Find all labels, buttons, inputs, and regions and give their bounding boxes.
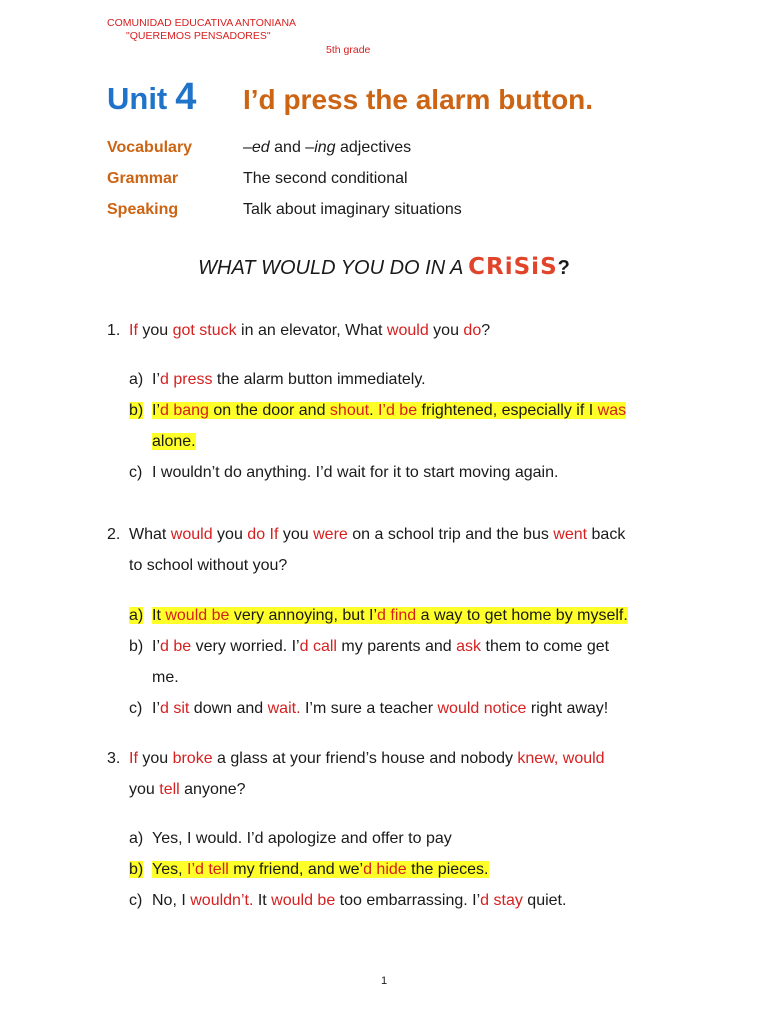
highlighted-verb: d sit (160, 700, 190, 717)
text-run: ing (314, 139, 336, 156)
heading-crisis-word: CRiSiS (468, 254, 558, 280)
text-run: you (278, 526, 314, 543)
option-label (129, 637, 143, 657)
text-run: very annoying, but I’ (229, 607, 378, 624)
highlighted-verb: wouldn’t. (190, 892, 254, 909)
option-letter: a) (129, 371, 144, 388)
text-run: I’ (152, 371, 160, 388)
answer-option-line (152, 463, 558, 483)
text-run: on a school trip and the bus (347, 526, 554, 543)
answer-text (152, 861, 489, 878)
highlighted-verb: d bang (160, 402, 209, 419)
highlighted-verb: If (129, 750, 138, 767)
highlighted-answer-line (152, 432, 196, 452)
question-number: 1. (107, 322, 121, 339)
highlighted-verb: If (129, 322, 138, 339)
option-label (129, 699, 142, 719)
option-letter: c) (129, 892, 143, 909)
highlighted-verb: I’d be (377, 402, 418, 419)
question-text-line (129, 525, 625, 545)
text-run: the alarm button immediately. (212, 371, 426, 388)
text-run: ? (481, 322, 491, 339)
highlighted-verb: would (170, 526, 213, 543)
grade-label: 5th grade (326, 44, 371, 56)
question-text-line (129, 321, 490, 341)
text-run: the pieces. (406, 861, 489, 878)
unit-heading (107, 76, 196, 119)
option-label (129, 606, 143, 626)
answer-text (152, 700, 608, 717)
text-run: I’ (152, 700, 160, 717)
text-run: What (129, 526, 171, 543)
question-text-line (129, 749, 605, 769)
text-run: – (243, 139, 252, 156)
text-run: frightened, especially if I (417, 402, 598, 419)
objective-value (243, 170, 408, 188)
text-run: quiet. (522, 892, 567, 909)
text-run: back (587, 526, 626, 543)
highlighted-verb: do If (247, 526, 279, 543)
highlighted-verb: d call (299, 638, 337, 655)
answer-text (152, 371, 426, 388)
section-heading (0, 254, 768, 280)
option-letter: c) (129, 700, 143, 717)
answer-text (152, 433, 196, 450)
highlighted-verb: d stay (480, 892, 523, 909)
text-run: you (129, 781, 160, 798)
highlighted-verb: do (463, 322, 482, 339)
text-run: right away! (526, 700, 609, 717)
text-run: It (253, 892, 272, 909)
text-run: and – (269, 139, 315, 156)
highlighted-verb: was (597, 402, 627, 419)
text-run: a glass at your friend’s house and nobody (212, 750, 518, 767)
option-label (129, 891, 142, 911)
text-run: I’ (152, 402, 160, 419)
text-run: in an elevator, What (236, 322, 387, 339)
answer-option-line (152, 829, 452, 849)
answer-text (152, 638, 609, 655)
text-run: I wouldn’t do anything. I’d wait for it to start moving again. (152, 464, 559, 481)
objective-value (243, 201, 462, 219)
highlighted-answer-line (152, 860, 489, 880)
text-run: I’m sure a teacher (300, 700, 438, 717)
text-run: you (428, 322, 464, 339)
highlighted-verb: broke (172, 750, 213, 767)
option-label (129, 860, 143, 880)
highlighted-verb: got stuck (172, 322, 237, 339)
text-run: them to come get (481, 638, 610, 655)
text-run: a way to get home by myself. (416, 607, 628, 624)
answer-option-line (152, 370, 426, 390)
text-run: too embarrassing. I’ (335, 892, 481, 909)
highlighted-verb: ask (456, 638, 482, 655)
page-number: 1 (380, 975, 388, 987)
option-letter: c) (129, 464, 143, 481)
option-letter: b) (129, 638, 144, 655)
school-name: COMUNIDAD EDUCATIVA ANTONIANA (107, 17, 297, 29)
text-run: down and (189, 700, 268, 717)
school-motto: "QUEREMOS PENSADORES" (126, 30, 271, 42)
text-run: very worried. I’ (191, 638, 300, 655)
unit-word: Unit (107, 81, 168, 116)
text-run: adjectives (335, 139, 412, 156)
objective-value (243, 139, 411, 157)
option-label (129, 370, 143, 390)
option-letter: b) (129, 861, 144, 878)
option-letter: a) (129, 830, 144, 847)
text-run: you (137, 322, 173, 339)
question-text-line (129, 780, 246, 800)
text-run: my friend, and we’ (228, 861, 364, 878)
text-run: Talk about imaginary situations (243, 201, 462, 218)
highlighted-verb: would (386, 322, 429, 339)
unit-number: 4 (175, 76, 197, 118)
answer-text (152, 607, 628, 624)
answer-text (152, 464, 558, 481)
answer-text (152, 402, 626, 419)
highlighted-verb: would be (165, 607, 230, 624)
highlighted-verb: d hide (363, 861, 407, 878)
text-run: on the door and (208, 402, 330, 419)
question-text-line (129, 556, 287, 576)
answer-option-line (152, 699, 608, 719)
unit-title: I’d press the alarm button. (243, 84, 594, 115)
answer-option-line (152, 668, 179, 688)
question-number: 2. (107, 526, 121, 543)
text-run: you (212, 526, 248, 543)
text-run: ed (251, 139, 270, 156)
text-run: Yes, I would. I’d apologize and offer to pay (152, 830, 452, 847)
answer-text (152, 669, 179, 686)
objective-label: Speaking (107, 201, 179, 218)
highlighted-verb: were (313, 526, 348, 543)
option-letter: b) (129, 402, 144, 419)
text-run: me. (152, 669, 179, 686)
text-run: It (152, 607, 166, 624)
highlighted-verb: went (553, 526, 588, 543)
option-label (129, 829, 143, 849)
option-letter: a) (129, 607, 144, 624)
highlighted-verb: tell (159, 781, 180, 798)
objective-label: Grammar (107, 170, 179, 187)
answer-option-line (152, 891, 566, 911)
heading-question-mark: ? (557, 257, 570, 279)
text-run: to school without you? (129, 557, 288, 574)
highlighted-verb: I’d tell (187, 861, 229, 878)
highlighted-verb: d press (160, 371, 213, 388)
highlighted-answer-line (152, 606, 628, 626)
text-run: I’ (152, 638, 160, 655)
heading-prefix: WHAT WOULD YOU DO IN A (198, 257, 469, 279)
text-run: No, I (152, 892, 191, 909)
text-run: The second conditional (243, 170, 408, 187)
text-run: Yes, (152, 861, 187, 878)
text-run: you (137, 750, 173, 767)
highlighted-verb: d be (160, 638, 192, 655)
text-run: my parents and (336, 638, 457, 655)
highlighted-answer-line (152, 401, 626, 421)
highlighted-verb: wait. (267, 700, 301, 717)
objective-label: Vocabulary (107, 139, 193, 156)
answer-option-line (152, 637, 609, 657)
highlighted-verb: d find (377, 607, 417, 624)
answer-text (152, 830, 452, 847)
text-run: alone. (152, 433, 196, 450)
question-number: 3. (107, 750, 121, 767)
option-label (129, 401, 143, 421)
answer-text (152, 892, 566, 909)
highlighted-verb: would notice (437, 700, 527, 717)
option-label (129, 463, 142, 483)
highlighted-verb: knew, would (517, 750, 605, 767)
text-run: . (369, 402, 378, 419)
highlighted-verb: would be (271, 892, 336, 909)
highlighted-verb: shout (329, 402, 370, 419)
text-run: anyone? (179, 781, 246, 798)
